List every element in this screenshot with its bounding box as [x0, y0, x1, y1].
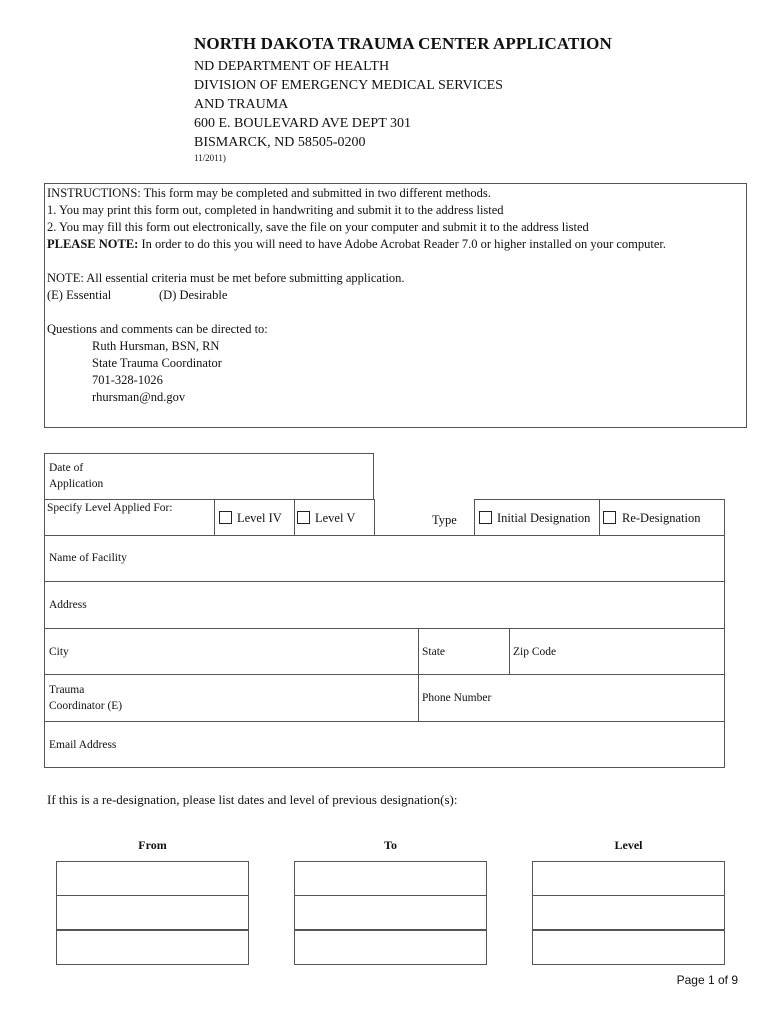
column-to: To [384, 838, 397, 852]
initial-designation-checkbox[interactable] [479, 511, 492, 524]
page-number: Page 1 of 9 [676, 973, 738, 987]
contact-email: rhursman@nd.gov [92, 390, 186, 404]
zip-label: Zip Code [513, 646, 557, 658]
city-state-zip: BISMARCK, ND 58505-0200 [194, 135, 366, 150]
level-v-checkbox[interactable] [297, 511, 310, 524]
state-label: State [422, 646, 445, 658]
level-field-1[interactable] [532, 861, 725, 896]
legend-essential: (E) Essential [47, 288, 112, 302]
from-field-3[interactable] [56, 930, 249, 965]
form-title: NORTH DAKOTA TRAUMA CENTER APPLICATION [194, 34, 612, 53]
department-line: ND DEPARTMENT OF HEALTH [194, 59, 390, 74]
date-label-1: Date of [49, 462, 84, 474]
email-field[interactable] [140, 724, 720, 765]
facility-name-field[interactable] [160, 538, 720, 579]
revision-date: 11/2011) [194, 153, 226, 163]
questions-line: Questions and comments can be directed to: [47, 322, 268, 336]
level-field-2[interactable] [532, 895, 725, 930]
contact-name: Ruth Hursman, BSN, RN [92, 339, 220, 353]
previous-designation-prompt: If this is a re-designation, please list dates and level of previous designation(s): [47, 792, 458, 807]
phone-field[interactable] [505, 677, 720, 719]
please-note-text: In order to do this you will need to have Adobe Acrobat Reader 7.0 or higher installed on your computer. [138, 237, 666, 251]
email-label: Email Address [49, 739, 117, 751]
level-iv-checkbox[interactable] [219, 511, 232, 524]
please-note-label: PLEASE NOTE: [47, 237, 139, 251]
level-label: Specify Level Applied For: [47, 502, 173, 514]
column-from: From [138, 838, 167, 852]
coordinator-label-1: Trauma [49, 684, 85, 696]
zip-field[interactable] [570, 631, 720, 672]
contact-title: State Trauma Coordinator [92, 356, 222, 370]
date-of-application-field[interactable] [140, 456, 370, 497]
to-field-3[interactable] [294, 930, 487, 965]
redesignation-checkbox[interactable] [603, 511, 616, 524]
type-label: Type [432, 513, 457, 527]
address-field[interactable] [160, 584, 720, 626]
contact-phone: 701-328-1026 [92, 373, 163, 387]
instructions-method-2: 2. You may fill this form out electronically, save the file on your computer and submit it to the address listed [47, 220, 589, 234]
redesignation-label: Re-Designation [622, 511, 701, 525]
level-iv-label: Level IV [237, 511, 282, 525]
from-field-1[interactable] [56, 861, 249, 896]
division-line-2: AND TRAUMA [194, 97, 289, 112]
phone-label: Phone Number [422, 692, 492, 704]
column-level: Level [614, 838, 643, 852]
date-label-2: Application [49, 478, 104, 490]
essential-note: NOTE: All essential criteria must be met before submitting application. [47, 271, 405, 285]
from-field-2[interactable] [56, 895, 249, 930]
legend-desirable: (D) Desirable [159, 288, 228, 302]
coordinator-field[interactable] [140, 677, 415, 719]
please-note [47, 237, 666, 252]
city-label: City [49, 646, 69, 658]
facility-name-label: Name of Facility [49, 552, 127, 564]
to-field-2[interactable] [294, 895, 487, 930]
instructions-intro: INSTRUCTIONS: This form may be completed and submitted in two different methods. [47, 186, 491, 200]
level-field-3[interactable] [532, 930, 725, 965]
to-field-1[interactable] [294, 861, 487, 896]
state-field[interactable] [455, 631, 507, 672]
street-address: 600 E. BOULEVARD AVE DEPT 301 [194, 116, 412, 131]
level-v-label: Level V [315, 511, 356, 525]
instructions-method-1: 1. You may print this form out, completed in handwriting and submit it to the address listed [47, 203, 504, 217]
division-line: DIVISION OF EMERGENCY MEDICAL SERVICES [194, 78, 503, 93]
address-label: Address [49, 599, 87, 611]
coordinator-label-2: Coordinator (E) [49, 700, 123, 712]
initial-designation-label: Initial Designation [497, 511, 591, 525]
city-field[interactable] [90, 631, 415, 672]
